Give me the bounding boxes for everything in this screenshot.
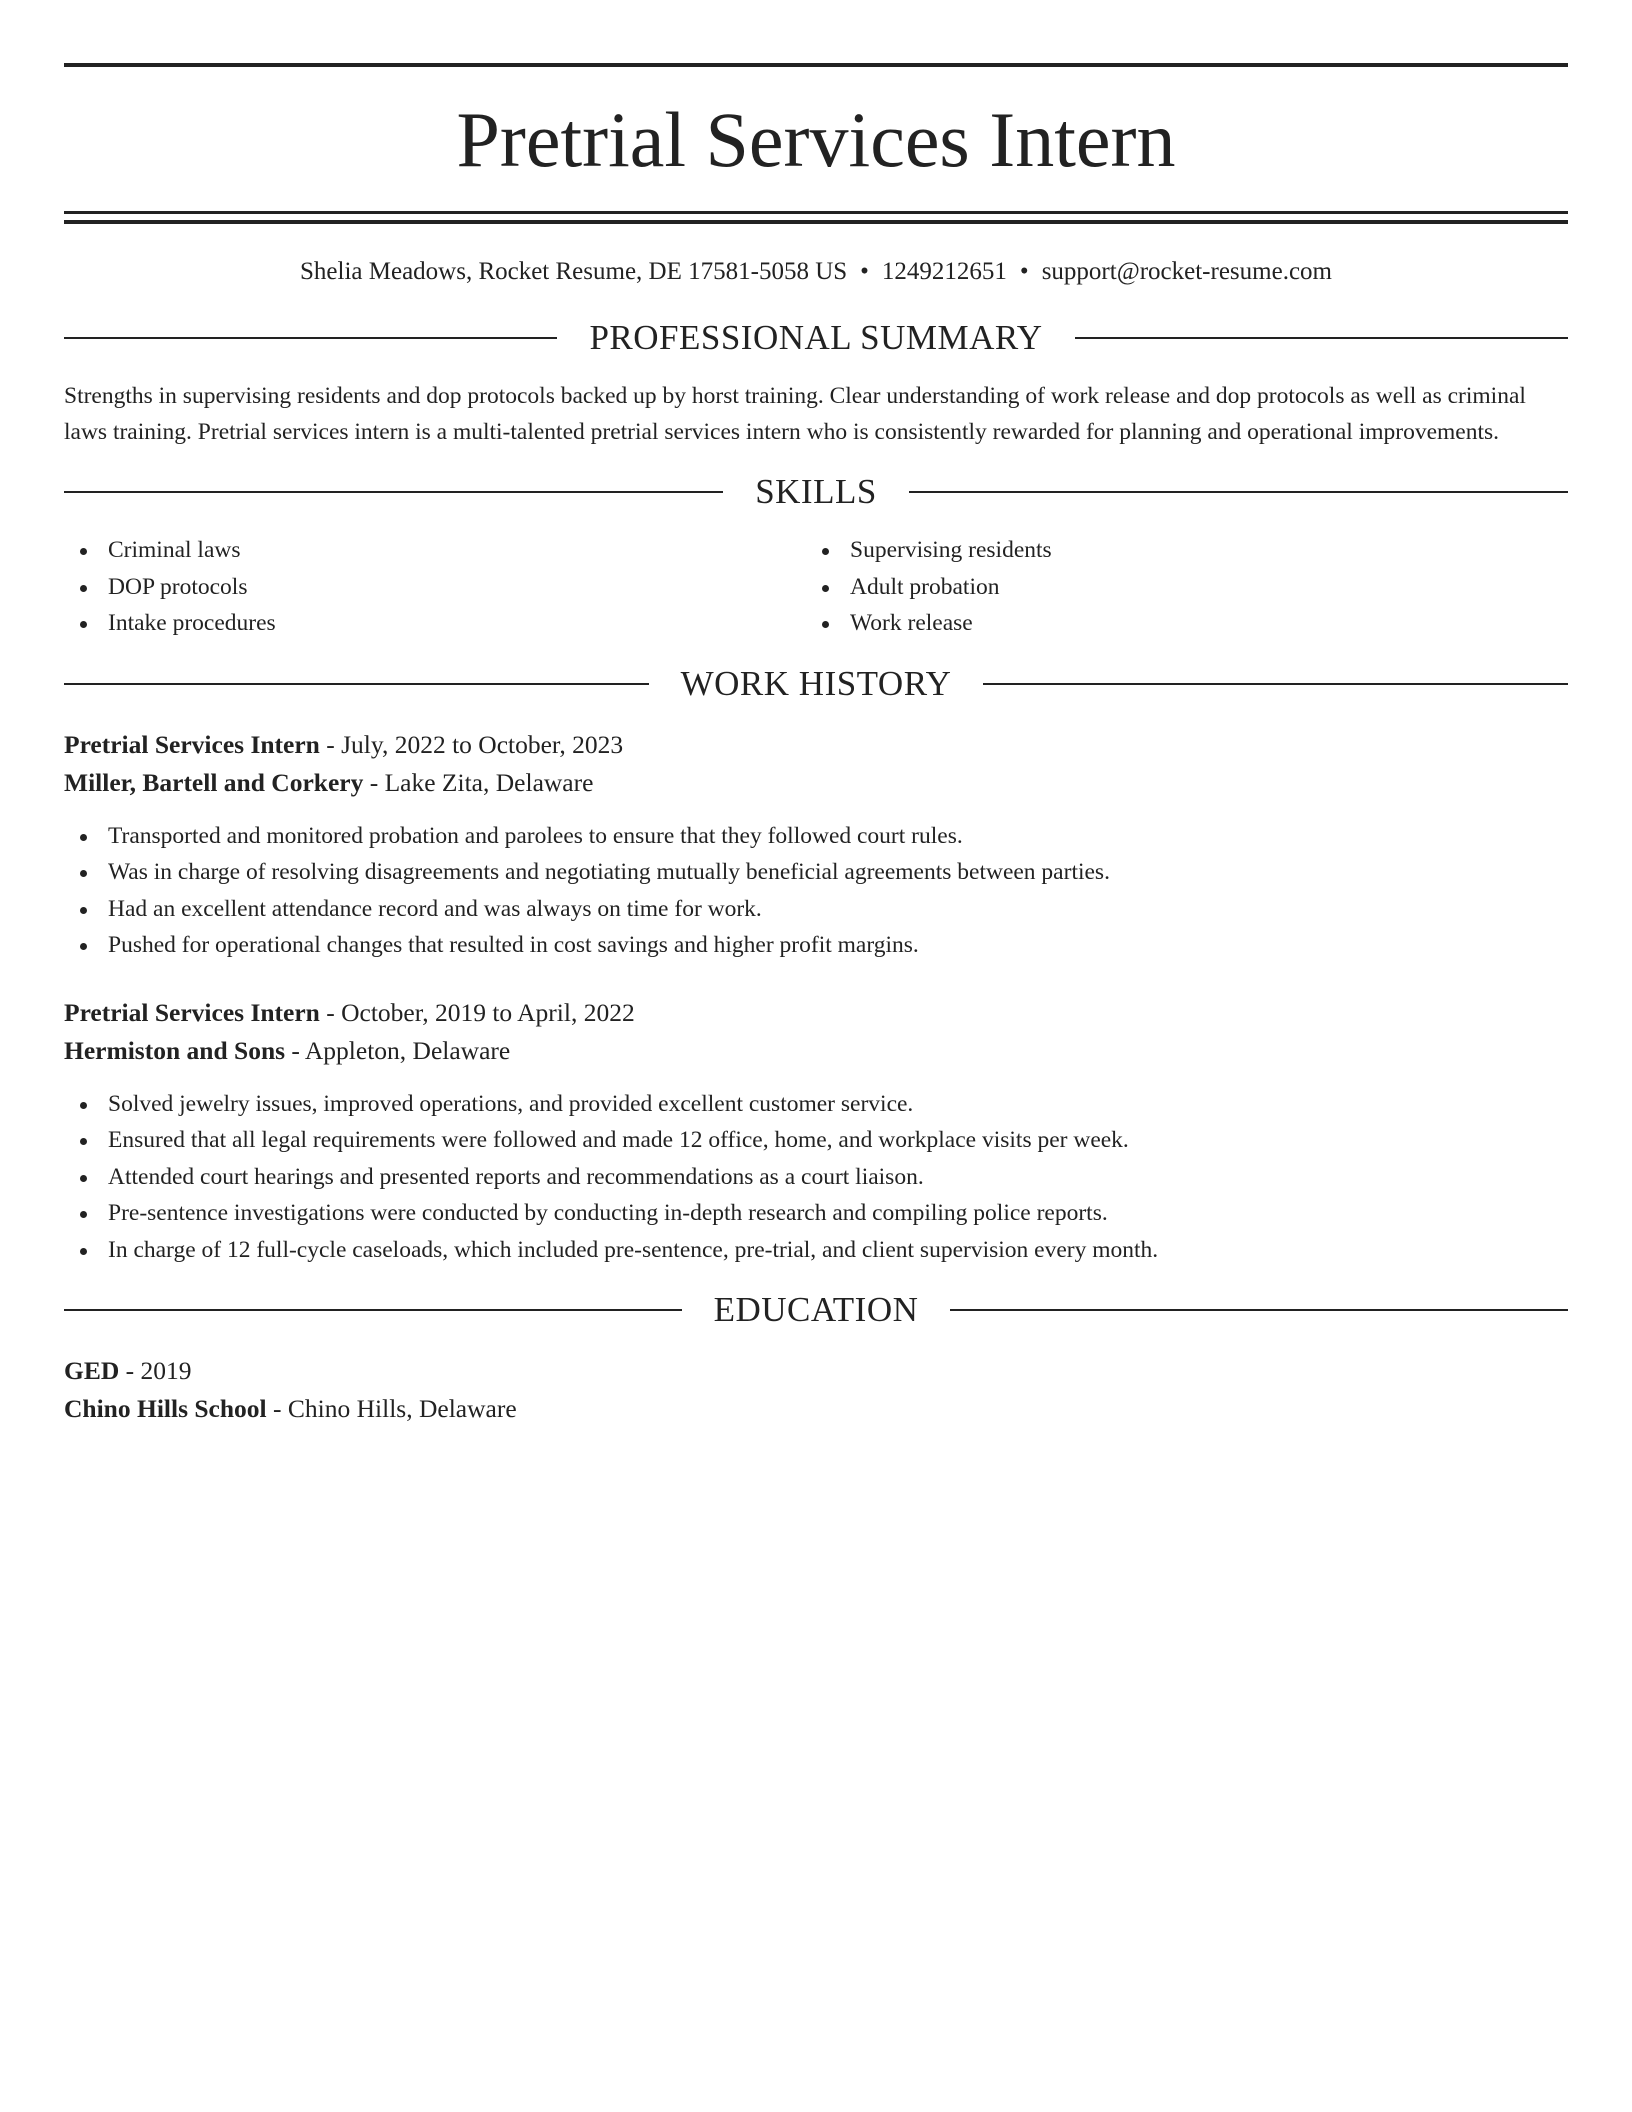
section-title: EDUCATION bbox=[713, 1290, 919, 1329]
skill-item: Work release bbox=[806, 605, 1548, 642]
job-bullet: Solved jewelry issues, improved operations, and provided excellent customer service. bbox=[64, 1086, 1568, 1123]
dash: - bbox=[285, 1035, 305, 1065]
section-title: PROFESSIONAL SUMMARY bbox=[589, 318, 1043, 357]
section-rule bbox=[1075, 337, 1568, 339]
skill-item: DOP protocols bbox=[64, 569, 806, 606]
job-company-line bbox=[64, 764, 1568, 802]
education-school: Chino Hills School bbox=[64, 1394, 267, 1423]
job-bullets bbox=[64, 1086, 1568, 1269]
job-dates: July, 2022 to October, 2023 bbox=[341, 729, 624, 759]
resume-page bbox=[64, 0, 1568, 1428]
skills-section-heading bbox=[64, 472, 1568, 512]
job-location: Appleton, Delaware bbox=[304, 1035, 511, 1065]
title-double-rule bbox=[64, 211, 1568, 224]
contact-line bbox=[64, 256, 1568, 288]
education-section-heading bbox=[64, 1290, 1568, 1330]
job-title: Pretrial Services Intern bbox=[64, 729, 320, 759]
skills-list bbox=[64, 532, 1568, 642]
job-title-line bbox=[64, 994, 1568, 1032]
dash: - bbox=[319, 997, 342, 1027]
skill-item: Intake procedures bbox=[64, 605, 806, 642]
dash: - bbox=[363, 767, 385, 797]
section-rule bbox=[983, 683, 1568, 685]
section-rule bbox=[950, 1309, 1568, 1311]
skill-item: Supervising residents bbox=[806, 532, 1548, 569]
job-entry bbox=[64, 726, 1568, 964]
work-section-heading bbox=[64, 664, 1568, 704]
contact-email: support@rocket-resume.com bbox=[1041, 258, 1332, 285]
contact-separator: • bbox=[1019, 258, 1029, 285]
section-rule bbox=[64, 337, 557, 339]
job-bullet: Had an excellent attendance record and was always on time for work. bbox=[64, 891, 1568, 928]
section-rule bbox=[64, 683, 649, 685]
education-year: 2019 bbox=[140, 1356, 192, 1385]
section-title: WORK HISTORY bbox=[680, 663, 952, 703]
job-entry bbox=[64, 994, 1568, 1269]
contact-phone: 1249212651 bbox=[881, 258, 1007, 285]
dash: - bbox=[119, 1356, 141, 1385]
job-bullet: Pushed for operational changes that resulted in cost savings and higher profit margins. bbox=[64, 927, 1568, 964]
job-company: Hermiston and Sons bbox=[64, 1035, 286, 1065]
skill-item: Criminal laws bbox=[64, 532, 806, 569]
job-dates: October, 2019 to April, 2022 bbox=[341, 997, 635, 1027]
top-rule bbox=[64, 63, 1568, 67]
dash: - bbox=[266, 1394, 288, 1423]
job-location: Lake Zita, Delaware bbox=[384, 767, 594, 797]
section-rule bbox=[64, 491, 723, 493]
education-entry bbox=[64, 1352, 1568, 1428]
summary-section-heading bbox=[64, 318, 1568, 358]
job-company: Miller, Bartell and Corkery bbox=[64, 767, 364, 797]
job-bullet: Pre-sentence investigations were conducted by conducting in-depth research and compiling police reports. bbox=[64, 1195, 1568, 1232]
section-rule bbox=[64, 1309, 682, 1311]
skills-column-left bbox=[64, 532, 806, 642]
education-degree-line bbox=[64, 1352, 1568, 1390]
section-title: SKILLS bbox=[755, 472, 877, 511]
contact-address: Shelia Meadows, Rocket Resume, DE 17581-5058 US bbox=[300, 258, 848, 285]
job-bullet: Attended court hearings and presented reports and recommendations as a court liaison. bbox=[64, 1159, 1568, 1196]
skills-column-right bbox=[806, 532, 1548, 642]
job-bullets bbox=[64, 818, 1568, 964]
dash: - bbox=[319, 729, 342, 759]
resume-title: Pretrial Services Intern bbox=[456, 96, 1176, 183]
job-bullet: Was in charge of resolving disagreements and negotiating mutually beneficial agreements between parties. bbox=[64, 854, 1568, 891]
education-school-line bbox=[64, 1390, 1568, 1428]
job-bullet: Transported and monitored probation and parolees to ensure that they followed court rules. bbox=[64, 818, 1568, 855]
education-degree: GED bbox=[64, 1356, 120, 1385]
job-title: Pretrial Services Intern bbox=[64, 997, 320, 1027]
job-title-line bbox=[64, 726, 1568, 764]
job-company-line bbox=[64, 1032, 1568, 1070]
job-bullet: In charge of 12 full-cycle caseloads, which included pre-sentence, pre-trial, and client supervision every month. bbox=[64, 1232, 1568, 1269]
summary-text: Strengths in supervising residents and dop protocols backed up by horst training. Clear understanding of work release and dop protocols as well as criminal laws training. Pretrial services intern is a multi-talented pretrial services intern who is consistently rewarded for planning and operational improvements. bbox=[64, 383, 1526, 445]
section-rule bbox=[909, 491, 1568, 493]
education-location: Chino Hills, Delaware bbox=[287, 1394, 517, 1423]
skill-item: Adult probation bbox=[806, 569, 1548, 606]
job-bullet: Ensured that all legal requirements were followed and made 12 office, home, and workplace visits per week. bbox=[64, 1122, 1568, 1159]
contact-separator: • bbox=[860, 258, 869, 285]
